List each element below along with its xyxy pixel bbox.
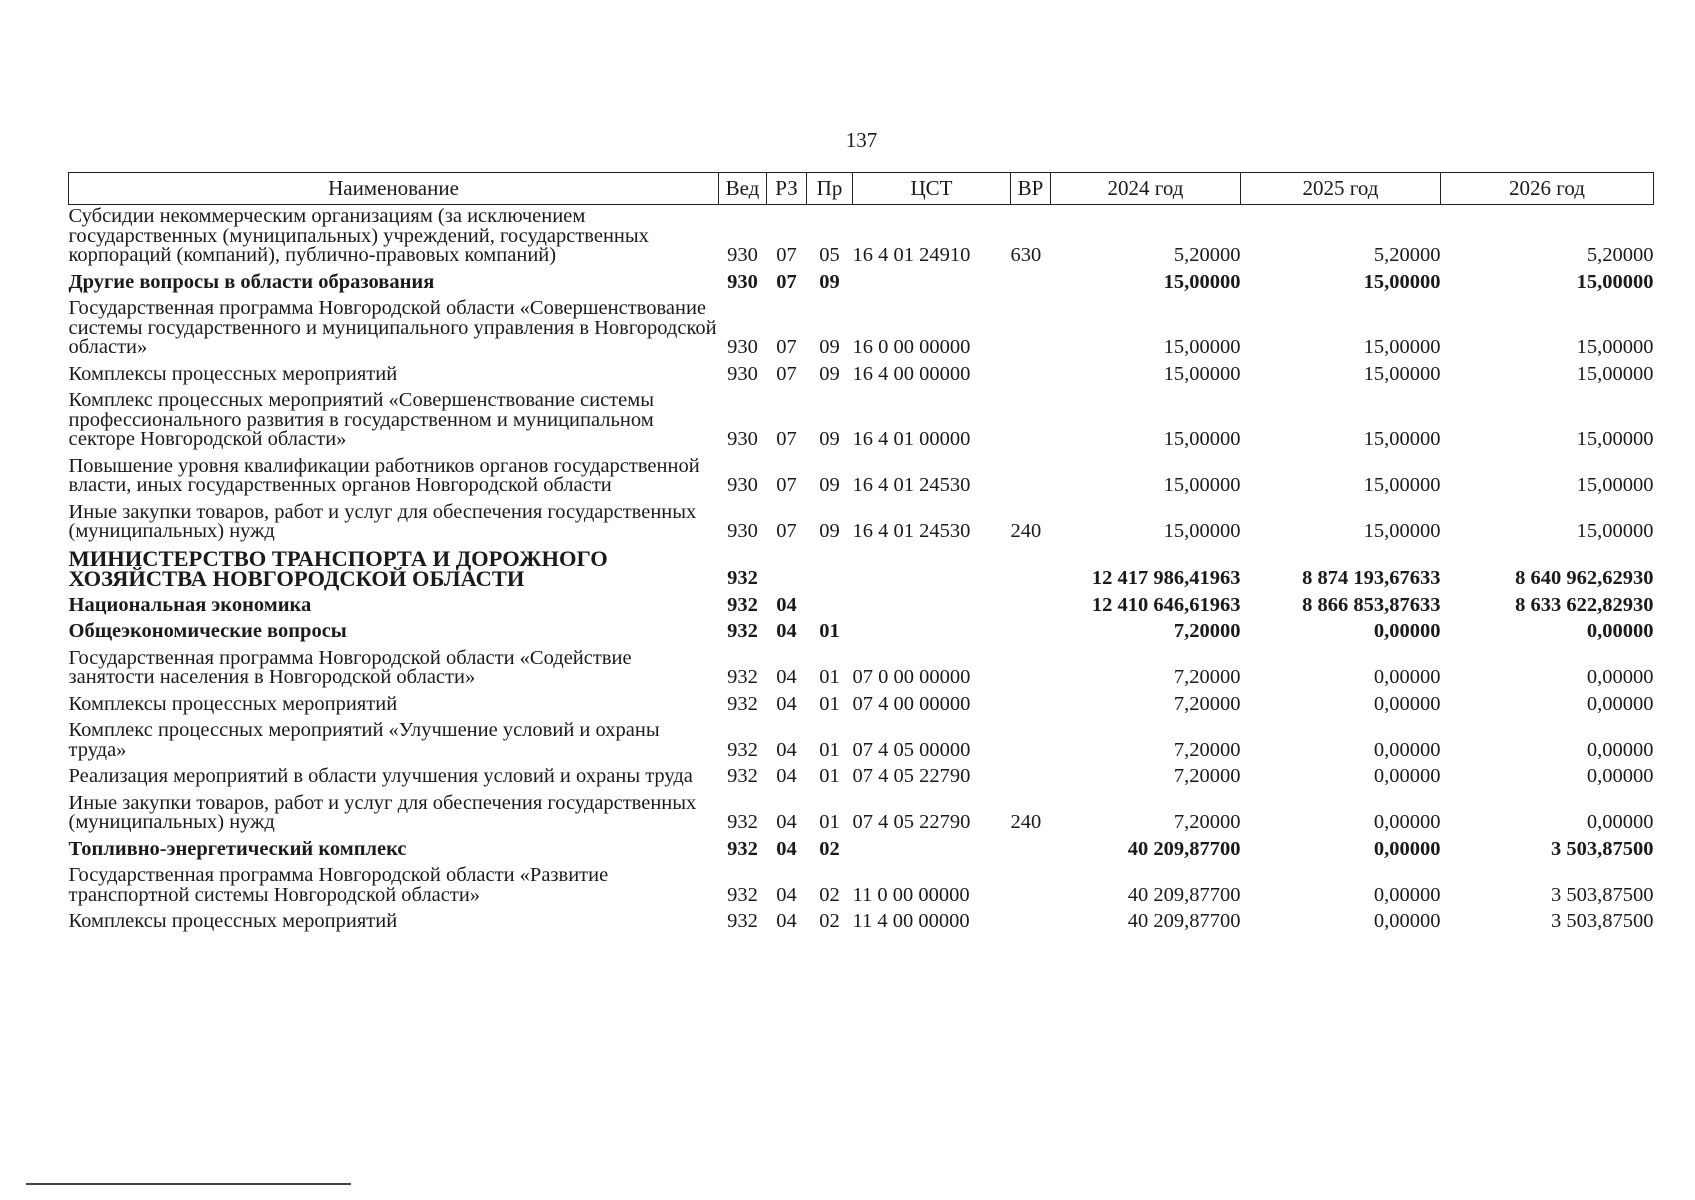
row-cst: 07 4 05 00000 — [852, 738, 971, 761]
row-amount-2024: 12 417 986,41963 — [1091, 567, 1241, 589]
row-ved: 932 — [727, 910, 758, 932]
row-amount-2024: 7,20000 — [1173, 666, 1241, 688]
row-pr: 01 — [819, 620, 840, 642]
row-amount-2024: 12 410 646,61963 — [1091, 593, 1241, 616]
row-vr — [1011, 765, 1051, 792]
row-amount-2025: 5,20000 — [1373, 244, 1441, 266]
row-amount-2026: 15,00000 — [1576, 270, 1654, 293]
table-body — [69, 205, 1654, 937]
row-name: Иные закупки товаров, работ и услуг для обеспечения государственных (муниципальных) нужд — [68, 500, 697, 542]
row-ved: 932 — [727, 837, 758, 860]
row-amount-2025: 15,00000 — [1363, 362, 1441, 385]
row-amount-2024: 15,00000 — [1163, 428, 1241, 450]
row-cst: 16 0 00 00000 — [852, 336, 971, 358]
table-row — [69, 864, 1654, 910]
row-name: Государственная программа Новгородской области «Развитие транспортной системы Новгородской области» — [68, 864, 609, 906]
row-ved: 930 — [727, 244, 758, 266]
row-amount-2024: 15,00000 — [1163, 362, 1241, 385]
row-amount-2024: 15,00000 — [1163, 520, 1241, 542]
table-row — [69, 594, 1654, 621]
row-rz: 04 — [776, 765, 797, 787]
row-pr: 05 — [819, 244, 840, 266]
row-rz: 07 — [776, 336, 797, 358]
header-pr: Пр — [807, 173, 853, 205]
row-cst: 16 4 01 00000 — [852, 428, 971, 450]
row-rz: 07 — [776, 520, 797, 542]
row-ved: 930 — [727, 474, 758, 496]
row-rz: 07 — [776, 270, 797, 293]
row-amount-2024: 40 209,87700 — [1127, 910, 1241, 932]
table-row — [69, 547, 1654, 594]
footer-rule — [26, 1183, 351, 1185]
row-pr: 02 — [819, 910, 840, 932]
row-cst: 07 0 00 00000 — [852, 666, 971, 688]
row-vr — [1011, 910, 1051, 937]
row-rz: 04 — [776, 910, 797, 932]
row-cst: 16 4 01 24910 — [852, 244, 971, 266]
row-ved: 930 — [727, 270, 758, 293]
table-row — [69, 647, 1654, 693]
row-amount-2025: 0,00000 — [1373, 765, 1441, 787]
row-cst: 11 4 00 00000 — [852, 910, 970, 932]
row-amount-2026: 0,00000 — [1586, 811, 1654, 833]
table-row — [69, 205, 1654, 271]
table-row — [69, 620, 1654, 647]
row-vr — [1011, 693, 1051, 720]
page-number: 137 — [845, 128, 878, 152]
row-amount-2026: 0,00000 — [1586, 620, 1654, 642]
row-ved: 932 — [727, 620, 758, 642]
row-rz: 04 — [776, 620, 797, 642]
row-rz: 07 — [776, 474, 797, 496]
row-amount-2024: 7,20000 — [1173, 620, 1241, 642]
row-amount-2026: 3 503,87500 — [1551, 883, 1654, 906]
row-amount-2026: 15,00000 — [1576, 362, 1654, 385]
row-cst: 16 4 01 24530 — [852, 520, 971, 542]
row-pr: 01 — [819, 765, 840, 787]
row-ved: 932 — [727, 811, 758, 833]
row-cst — [853, 594, 1011, 621]
row-vr: 630 — [1010, 244, 1042, 266]
row-rz: 04 — [776, 738, 797, 761]
row-vr: 240 — [1010, 520, 1042, 542]
row-amount-2026: 3 503,87500 — [1551, 910, 1654, 932]
row-amount-2026: 15,00000 — [1576, 336, 1654, 358]
row-amount-2025: 0,00000 — [1373, 666, 1441, 688]
row-ved: 932 — [727, 883, 758, 906]
row-ved: 930 — [727, 520, 758, 542]
row-ved: 932 — [727, 765, 758, 787]
row-name: Субсидии некоммерческим организациям (за исключением государственных (муниципальных) учреждений, государственных корпораций (компаний), публично-правовых компаний) — [68, 205, 649, 266]
row-amount-2026: 3 503,87500 — [1551, 837, 1654, 860]
row-vr — [1011, 297, 1051, 363]
row-amount-2024: 7,20000 — [1173, 738, 1241, 761]
header-2026: 2026 год — [1441, 173, 1654, 205]
row-vr: 240 — [1010, 811, 1042, 833]
row-name: Комплексы процессных мероприятий — [68, 362, 398, 385]
row-pr: 01 — [819, 666, 840, 688]
row-vr — [1011, 363, 1051, 390]
row-cst: 07 4 05 22790 — [852, 765, 971, 787]
header-row — [69, 173, 1654, 205]
row-amount-2025: 0,00000 — [1373, 837, 1441, 860]
row-amount-2025: 0,00000 — [1373, 620, 1441, 642]
row-name: Другие вопросы в области образования — [68, 270, 435, 293]
row-cst: 16 4 01 24530 — [852, 474, 971, 496]
row-vr — [1011, 594, 1051, 621]
table-row — [69, 765, 1654, 792]
row-pr: 09 — [819, 474, 840, 496]
row-amount-2025: 0,00000 — [1373, 883, 1441, 906]
row-rz — [767, 547, 807, 594]
row-rz: 04 — [776, 811, 797, 833]
row-amount-2024: 7,20000 — [1173, 765, 1241, 787]
row-amount-2026: 8 640 962,62930 — [1515, 567, 1654, 589]
row-pr: 01 — [819, 692, 840, 715]
row-ved: 930 — [727, 428, 758, 450]
row-vr — [1011, 389, 1051, 455]
table-row — [69, 501, 1654, 547]
header-name: Наименование — [69, 173, 719, 205]
row-ved: 932 — [727, 567, 758, 589]
row-cst — [853, 620, 1011, 647]
row-pr: 02 — [819, 837, 840, 860]
table-row — [69, 297, 1654, 363]
row-rz: 04 — [776, 883, 797, 906]
row-amount-2025: 8 866 853,87633 — [1302, 593, 1441, 616]
row-name: Комплексы процессных мероприятий — [68, 910, 398, 932]
row-cst: 07 4 00 00000 — [852, 692, 971, 715]
row-amount-2025: 15,00000 — [1363, 474, 1441, 496]
row-amount-2026: 15,00000 — [1576, 428, 1654, 450]
row-name: Топливно-энергетический комплекс — [68, 837, 407, 860]
row-amount-2025: 0,00000 — [1373, 910, 1441, 932]
table-row — [69, 389, 1654, 455]
row-rz: 04 — [776, 692, 797, 715]
row-amount-2026: 15,00000 — [1576, 520, 1654, 542]
row-amount-2025: 0,00000 — [1373, 811, 1441, 833]
row-name: Комплекс процессных мероприятий «Совершенствование системы профессионального развития в государственном и муниципальном секторе Новгородской области» — [68, 389, 654, 450]
budget-table — [68, 172, 1654, 937]
row-pr: 09 — [819, 362, 840, 385]
row-rz: 07 — [776, 428, 797, 450]
row-rz: 04 — [776, 593, 797, 616]
row-ved: 930 — [727, 362, 758, 385]
row-cst: 11 0 00 00000 — [852, 883, 970, 906]
row-amount-2025: 0,00000 — [1373, 738, 1441, 761]
row-vr — [1011, 719, 1051, 765]
header-2025: 2025 год — [1241, 173, 1441, 205]
row-name: Государственная программа Новгородской области «Совершенствование системы государственного и муниципального управления в Новгородской области» — [68, 297, 717, 358]
table-row — [69, 910, 1654, 937]
row-rz: 07 — [776, 244, 797, 266]
table-row — [69, 271, 1654, 298]
row-vr — [1011, 271, 1051, 298]
row-amount-2024: 5,20000 — [1173, 244, 1241, 266]
row-amount-2026: 0,00000 — [1586, 692, 1654, 715]
header-2024: 2024 год — [1051, 173, 1241, 205]
table-row — [69, 838, 1654, 865]
row-vr — [1011, 620, 1051, 647]
row-rz: 04 — [776, 666, 797, 688]
row-name: Повышение уровня квалификации работников органов государственной власти, иных государственных органов Новгородской области — [68, 454, 700, 496]
header-rz: РЗ — [767, 173, 807, 205]
row-name: Комплекс процессных мероприятий «Улучшение условий и охраны труда» — [68, 719, 660, 761]
row-pr: 09 — [819, 428, 840, 450]
row-cst: 16 4 00 00000 — [852, 362, 971, 385]
row-vr — [1011, 864, 1051, 910]
row-cst — [853, 271, 1011, 298]
row-amount-2024: 15,00000 — [1163, 474, 1241, 496]
row-vr — [1011, 647, 1051, 693]
row-vr — [1011, 455, 1051, 501]
row-amount-2025: 15,00000 — [1363, 520, 1441, 542]
row-pr — [807, 547, 853, 594]
row-name: Комплексы процессных мероприятий — [68, 692, 398, 715]
row-amount-2024: 15,00000 — [1163, 270, 1241, 293]
row-name: Общеэкономические вопросы — [68, 620, 347, 642]
row-name: Иные закупки товаров, работ и услуг для обеспечения государственных (муниципальных) нужд — [68, 791, 697, 833]
row-pr: 01 — [819, 811, 840, 833]
row-vr — [1011, 547, 1051, 594]
row-amount-2025: 8 874 193,67633 — [1302, 567, 1441, 589]
row-pr: 09 — [819, 270, 840, 293]
row-cst — [853, 838, 1011, 865]
row-amount-2026: 0,00000 — [1586, 765, 1654, 787]
row-amount-2026: 15,00000 — [1576, 474, 1654, 496]
row-pr: 01 — [819, 738, 840, 761]
row-ved: 932 — [727, 692, 758, 715]
table-row — [69, 693, 1654, 720]
row-amount-2026: 8 633 622,82930 — [1515, 593, 1654, 616]
row-amount-2026: 0,00000 — [1586, 738, 1654, 761]
row-amount-2024: 7,20000 — [1173, 811, 1241, 833]
table-row — [69, 719, 1654, 765]
row-name: Национальная экономика — [68, 593, 312, 616]
row-vr — [1011, 838, 1051, 865]
row-name: Реализация мероприятий в области улучшения условий и охраны труда — [68, 765, 693, 787]
row-rz: 07 — [776, 362, 797, 385]
row-cst — [853, 547, 1011, 594]
row-pr: 09 — [819, 520, 840, 542]
row-amount-2025: 15,00000 — [1363, 336, 1441, 358]
row-name: Государственная программа Новгородской области «Содействие занятости населения в Новгородской области» — [68, 646, 632, 688]
row-amount-2025: 15,00000 — [1363, 270, 1441, 293]
header-ved: Вед — [719, 173, 767, 205]
table-row — [69, 455, 1654, 501]
header-vr: ВР — [1011, 173, 1051, 205]
row-pr: 02 — [819, 883, 840, 906]
row-amount-2026: 0,00000 — [1586, 666, 1654, 688]
row-amount-2024: 40 209,87700 — [1127, 837, 1241, 860]
row-ved: 930 — [727, 336, 758, 358]
row-ved: 932 — [727, 593, 758, 616]
row-ved: 932 — [727, 738, 758, 761]
row-pr: 09 — [819, 336, 840, 358]
row-amount-2024: 40 209,87700 — [1127, 883, 1241, 906]
row-cst: 07 4 05 22790 — [852, 811, 971, 833]
table-header — [69, 173, 1654, 205]
row-ved: 932 — [727, 666, 758, 688]
row-name: МИНИСТЕРСТВО ТРАНСПОРТА И ДОРОЖНОГО ХОЗЯЙСТВА НОВГОРОДСКОЙ ОБЛАСТИ — [68, 545, 608, 591]
row-amount-2025: 0,00000 — [1373, 692, 1441, 715]
row-amount-2025: 15,00000 — [1363, 428, 1441, 450]
row-amount-2026: 5,20000 — [1586, 244, 1654, 266]
table-row — [69, 363, 1654, 390]
row-rz: 04 — [776, 837, 797, 860]
row-pr — [807, 594, 853, 621]
row-amount-2024: 15,00000 — [1163, 336, 1241, 358]
header-cst: ЦСТ — [853, 173, 1011, 205]
table-row — [69, 792, 1654, 838]
row-amount-2024: 7,20000 — [1173, 692, 1241, 715]
